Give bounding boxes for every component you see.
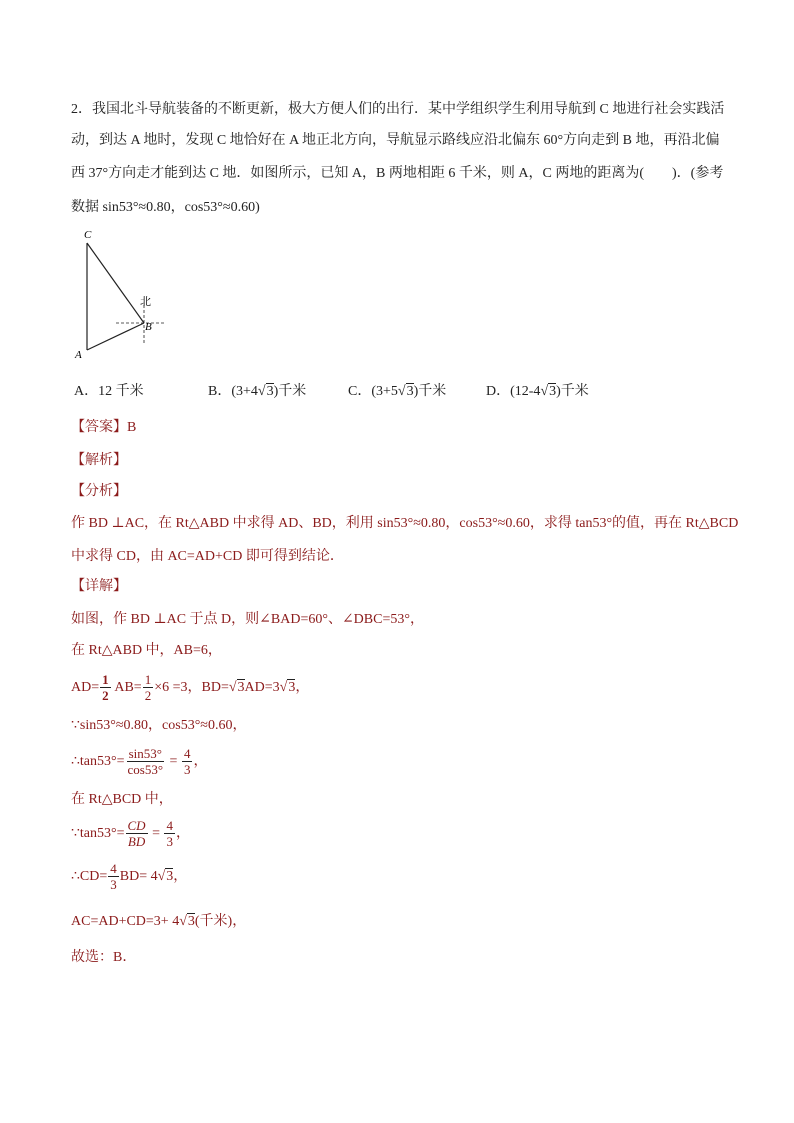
sqrt-icon: √3 (540, 384, 557, 399)
detail-line-5: ∴tan53°= $\frac{\sin 53^\circ}{\cos 53^\circ}$ = $\frac{4}{3}$ ， (71, 746, 208, 778)
label-a: A (75, 349, 82, 361)
option-c: C．(3+5√3)千米 (348, 382, 446, 402)
detail-line-3: AD= $\frac{1}{2}$ AB= $\frac{1}{2}$ ×6 =3，BD=√3AD=3√3， (71, 672, 310, 704)
answer-line (71, 418, 136, 438)
sqrt-icon: √3 (397, 384, 414, 399)
option-b: B．(3+4√3)千米 (208, 382, 306, 402)
question-line-4: 数据 sin53°≈0.80，cos53°≈0.60) (71, 200, 260, 215)
detail-line-1: 如图，作 BD ⊥AC 于点 D，则∠BAD=60°、∠DBC=53°， (71, 612, 424, 627)
detail-line-7: ∵tan53°= $\frac{CD}{BD}$ = $\frac{4}{3}$ ， (71, 818, 190, 850)
fraction: $\frac{\sin 53^\circ}{\cos 53^\circ}$ (127, 746, 164, 778)
sqrt-icon: √3 (228, 680, 245, 695)
question-line-1: 2．我国北斗导航装备的不断更新，极大方便人们的出行．某中学组织学生利用导航到 C 地进行社会实践活 (71, 102, 725, 117)
detail-line-10: 故选：B． (71, 950, 137, 965)
geometry-figure (70, 225, 180, 365)
section-xiangjie: 【详解】 (71, 579, 127, 594)
question-line-2: 动，到达 A 地时，发现 C 地恰好在 A 地正北方向，导航显示路线应沿北偏东 60°方向走到 B 地，再沿北偏 (71, 133, 720, 148)
fraction: $\frac{4}{3}$ (166, 818, 173, 850)
sqrt-icon: √3 (279, 680, 296, 695)
label-b: B (145, 321, 152, 333)
question-line-3: 西 37°方向走才能到达 C 地．如图所示，已知 A，B 两地相距 6 千米，则 A，C 两地的距离为( )．(参考 (71, 166, 724, 181)
fraction: $\frac{CD}{BD}$ (127, 818, 146, 850)
detail-line-9: AC=AD+CD=3+ 4√3(千米)， (71, 912, 246, 932)
option-a: A．12 千米 (74, 384, 144, 399)
label-c: C (84, 229, 92, 241)
detail-line-2: 在 Rt△ABD 中，AB=6， (71, 643, 222, 658)
fraction: $\frac{4}{3}$ (183, 746, 191, 778)
section-fenxi: 【分析】 (71, 484, 127, 499)
option-d: D．(12-4√3)千米 (486, 382, 589, 402)
analysis-line-1: 作 BD ⊥AC，在 Rt△ABD 中求得 AD、BD，利用 sin53°≈0.80，cos53°≈0.60，求得 tan53°的值，再在 Rt△BCD (71, 516, 739, 531)
sqrt-icon: √3 (257, 384, 274, 399)
fraction: $\frac{1}{2}$ (144, 672, 152, 704)
fraction: $\frac{1}{2}$ (102, 672, 109, 704)
fraction: $\frac{4}{3}$ (110, 861, 117, 893)
detail-line-6: 在 Rt△BCD 中， (71, 792, 173, 807)
analysis-line-2: 中求得 CD，由 AC=AD+CD 即可得到结论． (71, 549, 344, 564)
answer-tag: 【答案】 (71, 420, 127, 435)
sqrt-icon: √3 (157, 869, 174, 884)
section-jiexi: 【解析】 (71, 453, 127, 468)
answer-value: B (127, 420, 137, 435)
sqrt-icon: √3 (179, 914, 195, 929)
detail-line-8: ∴CD= $\frac{4}{3}$ BD= 4√3， (71, 861, 188, 893)
label-north: 北 (140, 296, 151, 308)
detail-line-4: ∵sin53°≈0.80，cos53°≈0.60， (71, 718, 247, 733)
